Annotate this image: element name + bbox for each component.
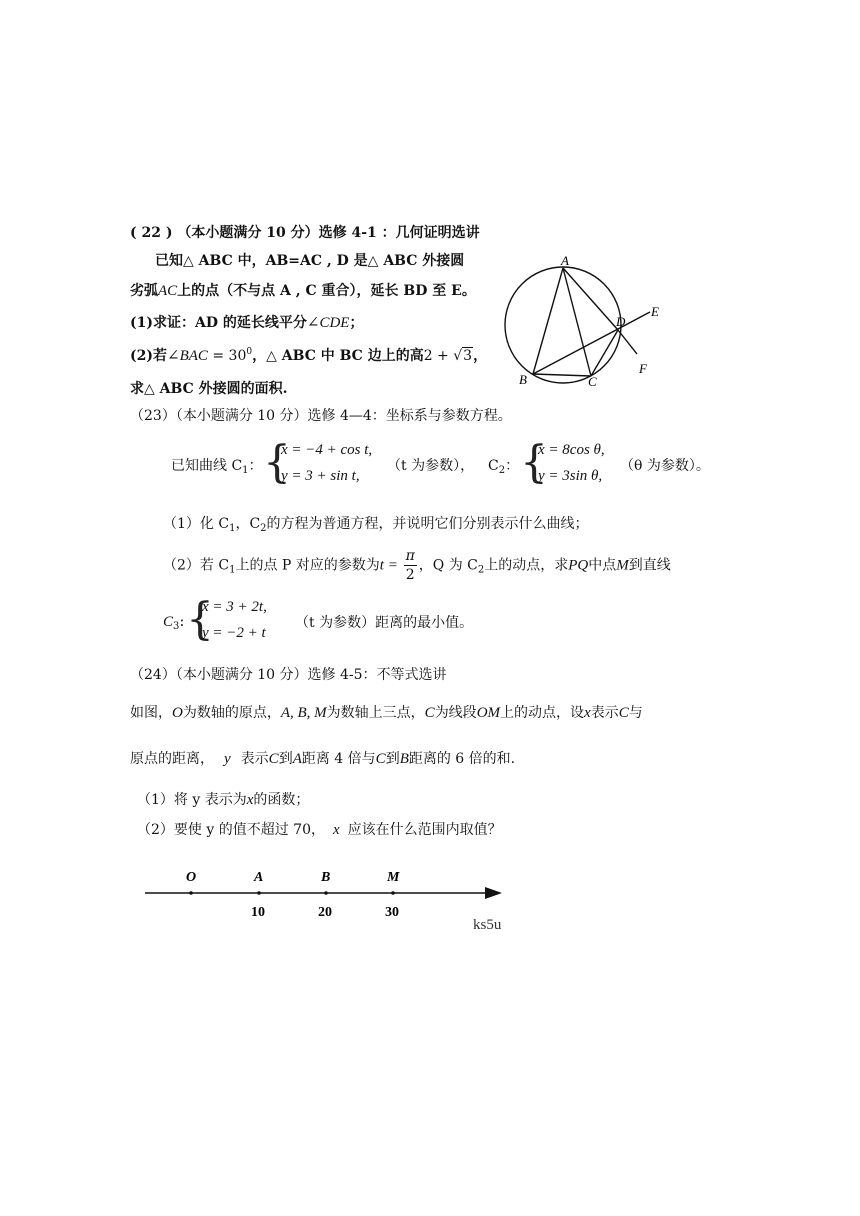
q23-part2 [163, 547, 671, 584]
q24-line2-f: 距离的 6 倍的和. [408, 751, 516, 767]
q23-part2-rest: 上的动点，求 [484, 557, 569, 574]
axis-label-o: O [186, 870, 197, 885]
label-c: C [588, 374, 597, 389]
q24-line1-e: 上的动点，设 [500, 705, 585, 721]
q24-part2-post: 应该在什么范围内取值？ [347, 822, 502, 838]
q23-c1-colon: ： [248, 458, 263, 474]
axis-point-a [251, 870, 265, 920]
q24-part1 [137, 789, 309, 809]
axis-point-o [186, 870, 196, 895]
axis-point-b [318, 870, 332, 920]
q22-part2-sqrt: 3 [463, 348, 473, 364]
q24-line2-a: 原点的距离， [130, 751, 214, 767]
q24-part2-pre: （2）要使 y 的值不超过 70， [137, 822, 325, 838]
q23-part2-t: t = [379, 557, 402, 574]
q24-line2-b: 表示 [240, 751, 269, 767]
axis-point-m [385, 870, 400, 920]
q22-part2-line2: 求△ ABC 外接圆的面积. [130, 381, 288, 397]
q23-c3-label: $C_3$: [163, 612, 185, 632]
q22-part1-post: ； [349, 315, 364, 331]
q23-part2-end: 到直线 [628, 557, 671, 574]
q24-part1-x: x [246, 792, 254, 808]
axis-value-30: 30 [385, 905, 399, 920]
q24-var-x: x [584, 705, 591, 721]
q24-line1 [130, 702, 643, 722]
q24-var-a: A [292, 751, 302, 767]
q23-part2-mid2: 中点 [588, 557, 617, 574]
segment-be [533, 312, 650, 374]
q24-line2-c: 到 [278, 751, 293, 767]
circumcircle [505, 267, 621, 383]
q23-c2-sub: 2 [498, 465, 506, 476]
q23-c1-y: y = 3 + sin t, [281, 468, 360, 484]
q22-part2-angle: ∠BAC [167, 348, 208, 364]
q23-c2-brace: { [520, 437, 548, 488]
q23-part1-pre: （1）化 C [163, 516, 230, 532]
q22-line1: 已知△ ABC 中，AB=AC , D 是△ ABC 外接圆 [155, 253, 465, 269]
label-d: D [616, 314, 626, 329]
q23-c2-label [488, 455, 519, 476]
q24-var-b: B [399, 751, 409, 767]
q24-part2 [137, 819, 502, 839]
q22-line2-pre: 劣弧 [130, 283, 158, 299]
q23-fraction-denominator: 2 [405, 567, 415, 583]
label-a: A [561, 253, 569, 268]
q24-line2-e: 到 [385, 751, 400, 767]
q22-part2-mid: ，△ ABC 中 BC 边上的高 [252, 348, 424, 364]
q24-part1-pre: （1）将 y 表示为 [137, 792, 247, 808]
q24-line1-b: 为数轴的原点， [182, 705, 281, 721]
label-e: E [651, 304, 659, 319]
q24-line1-c: 为数轴上三点， [326, 705, 425, 721]
q23-part1-sub2: 2 [260, 523, 267, 534]
segment-df [618, 330, 637, 354]
q24-line2-d: 距离 4 倍与 [301, 751, 376, 767]
q23-part2-sub2: 2 [477, 564, 485, 576]
q22-line2-post: 上的点（不与点 A , C 重合），延长 BD 至 E。 [177, 283, 476, 299]
q22-part2-degree: 0 [246, 347, 253, 357]
q22-heading: ( 22 ) （本小题满分 10 分）选修 4-1 ：几何证明选讲 [130, 225, 480, 241]
q23-fraction-numerator: π [405, 548, 415, 564]
q23-part1-mid: ，C [235, 516, 261, 532]
q23-part2-pq: PQ [568, 557, 589, 574]
q23-c2-param: （θ 为参数）。 [620, 458, 710, 474]
q22-part1-pre: (1)求证：AD 的延长线平分 [130, 315, 307, 331]
q23-c3-sub: 3 [173, 621, 180, 632]
axis-label-a: A [254, 870, 264, 885]
q24-part1-post: 的函数； [253, 792, 310, 808]
q23-part2-fraction [404, 547, 417, 584]
q23-c2-x: x = 8cos θ, [538, 442, 605, 458]
watermark-text: ks5u [473, 917, 502, 933]
q23-c2-y: y = 3sin θ, [538, 468, 603, 484]
label-f: F [639, 361, 647, 376]
segment-bc [533, 374, 591, 376]
axis-label-b: B [321, 870, 331, 885]
q24-var-c2: C [618, 705, 629, 721]
q22-part2-eq: = 30 [207, 348, 247, 364]
q24-line2 [130, 748, 515, 768]
q24-var-o: O [172, 705, 183, 721]
q23-c1-sub: 1 [242, 465, 249, 476]
q23-part2-q: ，Q 为 C [418, 557, 478, 574]
q23-c1-brace: { [263, 437, 291, 488]
q22-part2-end: ， [473, 348, 488, 364]
q24-line1-f: 表示 [590, 705, 619, 721]
q22-arc-variable: AC [158, 283, 178, 299]
q22-part2: (2)若∠BAC = $30^0$，△ ABC 中 BC 边上的高2 + √3， [130, 347, 488, 364]
label-b: B [519, 372, 527, 387]
q22-part2-height: 2 + [423, 348, 454, 364]
q22-part1 [130, 312, 363, 332]
axis-value-20: 20 [318, 905, 332, 920]
q24-heading: （24）（本小题满分 10 分）选修 4-5：不等式选讲 [130, 667, 447, 683]
q23-part1 [163, 513, 589, 534]
q22-part2-pre: (2)若 [130, 348, 167, 364]
q23-c3-y: y = −2 + t [202, 625, 266, 641]
segment-ab [533, 268, 563, 374]
q23-c3-end: （t 为参数）距离的最小值。 [295, 615, 474, 631]
axis-value-10: 10 [251, 905, 265, 920]
q24-part2-x: x [332, 822, 340, 838]
q23-part2-sub1: 1 [229, 564, 236, 576]
q22-line2 [130, 280, 476, 300]
q24-line1-d: 为线段 [434, 705, 477, 721]
q23-part2-m: M [616, 557, 629, 574]
q24-var-c3: C [268, 751, 279, 767]
q23-part1-sub1: 1 [229, 523, 236, 534]
q23-heading: （23）（本小题满分 10 分）选修 4—4：坐标系与参数方程。 [130, 408, 512, 424]
q23-c1-x: x = −4 + cos t, [281, 442, 373, 458]
q22-part1-angle: ∠CDE [306, 315, 350, 331]
q24-var-c: C [424, 705, 435, 721]
q23-c3-name: C [163, 614, 174, 630]
q23-part2-mid: 上的点 P 对应的参数为 [235, 557, 380, 574]
q23-c2-name: C [488, 458, 499, 474]
q23-c3-x: x = 3 + 2t, [202, 599, 267, 615]
q24-line1-a: 如图， [130, 705, 172, 721]
q23-c1-param: （t 为参数）， [387, 458, 475, 474]
q24-var-y: y [224, 751, 231, 767]
q23-known [171, 455, 263, 476]
q23-part1-end: 的方程为普通方程，并说明它们分别表示什么曲线； [266, 516, 589, 532]
q23-part2-pre: （2）若 C [163, 557, 230, 574]
circle-figure [495, 250, 670, 390]
number-line-figure [140, 862, 540, 937]
q24-var-om: OM [476, 705, 501, 721]
axis-label-m: M [387, 870, 400, 885]
q24-var-abm: A, B, M [280, 705, 327, 721]
q23-c2-colon: ： [505, 458, 520, 474]
q23-c3-brace: { [186, 594, 214, 645]
q24-var-c4: C [375, 751, 386, 767]
axis-arrow [485, 887, 502, 899]
q23-known-pre: 已知曲线 C [171, 458, 243, 474]
q24-line1-g: 与 [628, 705, 643, 721]
